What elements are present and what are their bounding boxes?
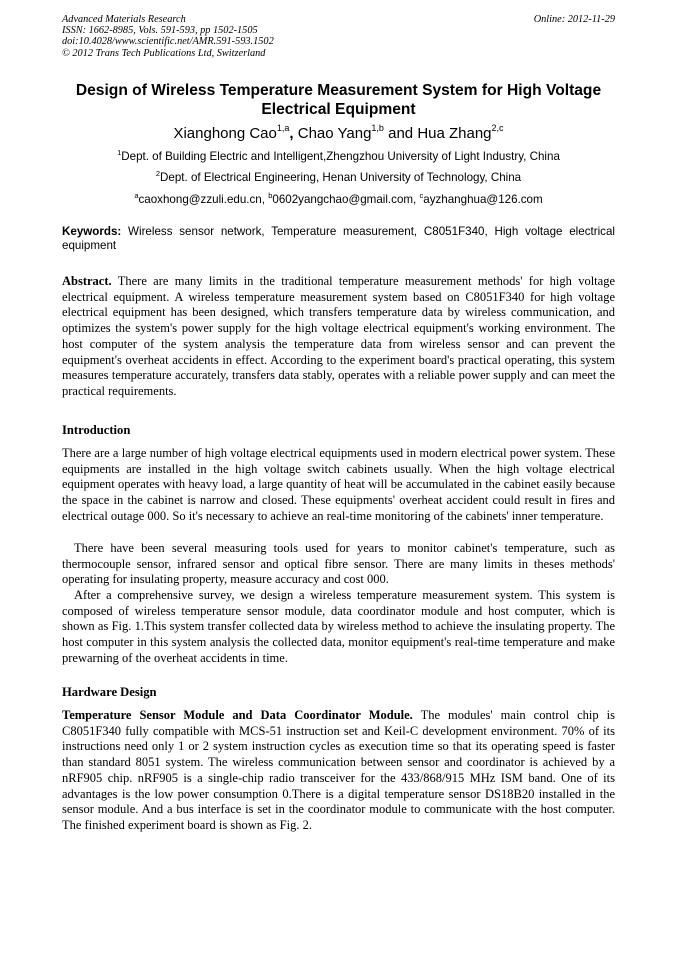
author-list — [62, 124, 615, 144]
email-link[interactable]: 0602yangchao@gmail.com, — [272, 193, 420, 206]
author-emails: $^a$caoxhong@zzuli.edu.cn, $^b$0602yangchao@gmail.com, $^c$ayzhanghua@126.com — [134, 191, 543, 206]
section-heading-introduction: Introduction — [62, 423, 131, 437]
journal-name: Advanced Materials Research — [62, 14, 186, 25]
keywords-label: Keywords: — [62, 225, 122, 238]
hardware-text: The modules' main control chip is C8051F340 fully compatible with MCS-51 instruction set and Keil-C development environment. 70% of its instructions need only 1 or 2 system instruction cycles as execution time so that its operating speed is faster than standard 8051 system. The wireless communication between sensor and coordinator is achieved by a nRF905 chip. nRF905 is a single-chip radio transceiver for the 433/868/915 MHz ISM band. One of its advantages is the low power consumption 0.There is a digital temperature sensor DS18B20 installed in the sensor module. And a bus interface is set in the coordinator module to communicate with the host computer. The finished experiment board is shown as Fig. 2. — [62, 708, 615, 832]
author-name: Chao Yang — [297, 125, 372, 142]
author-name: Hua Zhang — [417, 125, 492, 142]
email-link[interactable]: caoxhong@zzuli.edu.cn, — [138, 193, 269, 206]
intro-paragraph-2: There have been several measuring tools used for years to monitor cabinet's temperature, such as thermocouple sensor, infrared sensor and optical fibre sensor. There are many limits in theses methods' operating for insulating property, measure accuracy and cost 000. — [62, 541, 615, 587]
affiliation-1: $^1$Dept. of Building Electric and Intelligent,Zhengzhou University of Light Industry, China — [117, 148, 560, 163]
abstract-text: There are many limits in the traditional temperature measurement methods' for high voltage electrical equipment. A wireless temperature measurement system based on C8051F340 for high voltage electrical equipment has been designed, which transfers temperature data by wireless communication, and optimizes the system's power supply for the high voltage electrical equipment's working environment. The host computer of the system analysis the temperature data from wireless sensor and can prevent the equipment's overheat accidents in effect. According to the experiment board's practical operating, this system measures temperature accurately, transfers data stably, operates with a reliable power supply and can meet the practical requirements. — [62, 274, 615, 398]
intro-paragraph-3: After a comprehensive survey, we design a wireless temperature measurement system. This system is composed of wireless temperature sensor module, data coordinator module and host computer, which is shown as Fig. 1.This system transfer collected data by wireless method to achieve the insulating property. The host computer in this system analysis the collected data, monitor equipment's real-time temperature and make prewarning of the overheat accidents in time. — [62, 588, 615, 665]
paper-title: Design of Wireless Temperature Measurement System for High Voltage Electrical Equipment — [75, 82, 602, 118]
author-separator: and — [383, 125, 418, 142]
copyright-line: © 2012 Trans Tech Publications Ltd, Switzerland — [62, 47, 266, 59]
hardware-paragraph — [62, 708, 615, 834]
author-affiliation-mark: 1,a — [276, 123, 290, 133]
issn-line: ISSN: 1662-8985, Vols. 591-593, pp 1502-1505 — [62, 25, 258, 37]
author-name: Xianghong Cao — [173, 125, 277, 142]
subsection-heading: Temperature Sensor Module and Data Coordinator Module. — [62, 708, 413, 722]
author-separator: , — [289, 125, 298, 142]
abstract — [62, 274, 615, 400]
keywords-text: Wireless sensor network, Temperature measurement, C8051F340, High voltage electrical equipment — [62, 225, 615, 253]
keywords — [62, 225, 615, 254]
online-date: Online: 2012-11-29 — [533, 14, 615, 25]
doi-line: doi:10.4028/www.scientific.net/AMR.591-593.1502 — [62, 36, 274, 48]
journal-header — [62, 14, 615, 59]
abstract-label: Abstract. — [62, 274, 112, 288]
affiliation-2: $^2$Dept. of Electrical Engineering, Henan University of Technology, China — [155, 169, 522, 184]
intro-paragraph-1: There are a large number of high voltage electrical equipments used in modern electrical power system. These equipments are installed in the high voltage switch cabinets usually. When the high voltage electrical equipment operates with heavy load, a large quantity of heat will be accumulated in the cabinet easily because the space in the cabinet is narrow and closed. These equipments' overheat accident could result in fires and electrical outage 000. So it's necessary to achieve an real-time monitoring of the cabinets' inner temperature. — [62, 446, 615, 523]
email-link[interactable]: ayzhanghua@126.com — [423, 193, 543, 206]
section-heading-hardware-design: Hardware Design — [62, 685, 157, 699]
author-affiliation-mark: 1,b — [371, 123, 384, 133]
author-affiliation-mark: 2,c — [491, 123, 504, 133]
